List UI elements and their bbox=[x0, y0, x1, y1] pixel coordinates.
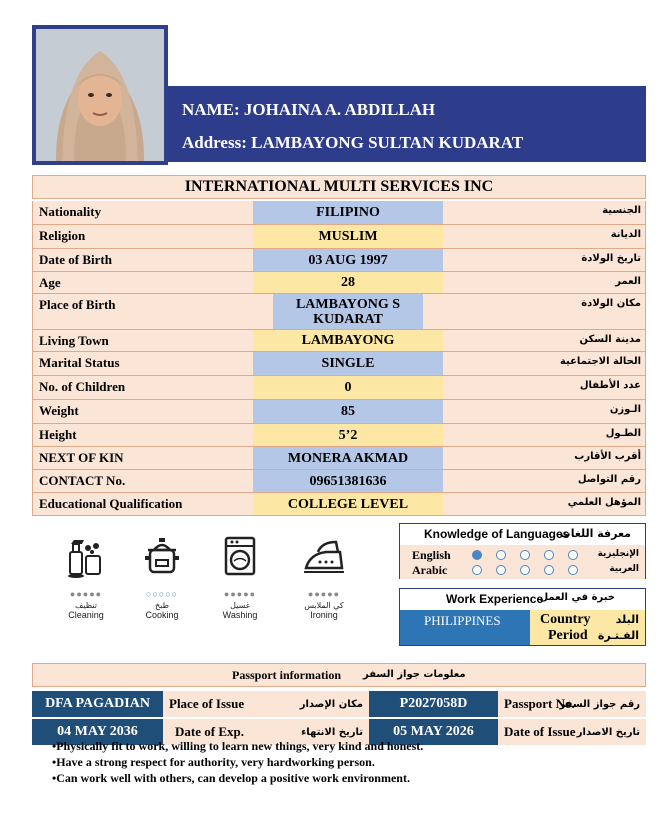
passport-no-cell bbox=[498, 691, 646, 717]
info-label: Height bbox=[39, 427, 77, 442]
quality-item: •Can work well with others, can develop a positive work environment. bbox=[52, 771, 410, 785]
info-label-ar: الطـول bbox=[605, 428, 641, 439]
info-label: Weight bbox=[39, 403, 79, 418]
skill-label: Cooking bbox=[145, 610, 179, 620]
info-row-religion bbox=[32, 225, 646, 249]
place-of-issue-cell bbox=[163, 691, 369, 717]
expiry-date-label-ar: تاريخ الانتهاء bbox=[301, 726, 363, 738]
info-label: Educational Qualification bbox=[39, 496, 183, 511]
info-value: MONERA AKMAD bbox=[253, 447, 443, 469]
info-row-height bbox=[32, 424, 646, 447]
level-dot bbox=[496, 550, 506, 560]
languages-body bbox=[400, 545, 645, 579]
info-label: Date of Birth bbox=[39, 252, 112, 267]
info-value: LAMBAYONG bbox=[253, 330, 443, 351]
language-name-ar: الإنجليزية bbox=[597, 549, 639, 559]
level-dot bbox=[496, 565, 506, 575]
level-dot bbox=[472, 565, 482, 575]
level-dot bbox=[544, 550, 554, 560]
work-experience-box bbox=[399, 588, 646, 646]
info-row-weight bbox=[32, 400, 646, 424]
info-row-next-of-kin bbox=[32, 447, 646, 470]
personal-info-table bbox=[32, 201, 646, 516]
info-label-ar: الحالة الاجتماعية bbox=[559, 356, 641, 367]
info-label: No. of Children bbox=[39, 379, 126, 394]
skill-dots: ●●●●● bbox=[307, 589, 341, 599]
passport-title: Passport information bbox=[232, 668, 341, 682]
skill-label-ar: غسيل bbox=[230, 601, 250, 610]
skill-ironing bbox=[292, 534, 356, 620]
language-name-ar: العربية bbox=[609, 564, 639, 574]
level-dot bbox=[568, 550, 578, 560]
passport-header bbox=[32, 663, 646, 687]
languages-title: Knowledge of Languages bbox=[424, 527, 570, 541]
languages-box bbox=[399, 523, 646, 579]
level-dot bbox=[568, 565, 578, 575]
skill-dots: ○○○○○ bbox=[145, 589, 179, 599]
info-value: 03 AUG 1997 bbox=[253, 249, 443, 271]
info-row-place-of-birth bbox=[32, 294, 646, 330]
country-label: Country bbox=[540, 612, 591, 627]
quality-item: •Have a strong respect for authority, very hardworking person. bbox=[52, 755, 375, 769]
iron-icon bbox=[302, 534, 346, 578]
info-row-living-town bbox=[32, 330, 646, 352]
passport-no-label: Passport No. bbox=[504, 696, 575, 711]
skill-cleaning bbox=[54, 534, 118, 620]
info-row-marital-status bbox=[32, 352, 646, 376]
passport-row-1 bbox=[32, 691, 646, 717]
cleaning-icon bbox=[66, 534, 106, 578]
passport-no-label-ar: رقم جواز السفر bbox=[559, 698, 640, 710]
info-value: COLLEGE LEVEL bbox=[253, 493, 443, 515]
languages-title-ar: معرفة اللغات bbox=[559, 527, 631, 540]
info-label: Marital Status bbox=[39, 355, 120, 370]
place-of-issue-label: Place of Issue bbox=[169, 696, 245, 711]
company-title: INTERNATIONAL MULTI SERVICES INC bbox=[32, 175, 646, 199]
skill-label-ar: كي الملابس bbox=[304, 601, 344, 610]
info-value: MUSLIM bbox=[253, 225, 443, 248]
info-value: 85 bbox=[253, 400, 443, 423]
work-experience-title: Work Experience bbox=[446, 592, 544, 606]
issue-date-label: Date of Issue bbox=[504, 724, 576, 739]
language-name: Arabic bbox=[412, 563, 448, 577]
level-dot bbox=[472, 550, 482, 560]
work-labels bbox=[530, 610, 645, 645]
level-dot bbox=[520, 565, 530, 575]
info-row-children bbox=[32, 376, 646, 400]
skill-washing bbox=[208, 534, 272, 620]
level-dot bbox=[544, 565, 554, 575]
skill-label-ar: طبخ bbox=[155, 601, 169, 610]
passport-title-ar: معلومات جواز السفر bbox=[363, 669, 466, 680]
period-label: Period bbox=[548, 628, 588, 643]
info-row-date-of-birth bbox=[32, 249, 646, 272]
info-label-ar: تاريخ الولادة bbox=[581, 253, 641, 264]
info-label-ar: الديانة bbox=[610, 229, 641, 240]
skill-cooking bbox=[130, 534, 194, 620]
washing-machine-icon bbox=[220, 534, 260, 578]
skill-label-ar: تنظيف bbox=[75, 601, 97, 610]
work-experience-header bbox=[400, 589, 645, 609]
country-label-ar: البلد bbox=[615, 613, 639, 626]
info-label: CONTACT No. bbox=[39, 473, 126, 488]
personal-qualities bbox=[52, 738, 423, 786]
skill-dots: ●●●●● bbox=[223, 589, 257, 599]
issue-date-value: 05 MAY 2026 bbox=[369, 719, 498, 745]
info-label: Place of Birth bbox=[39, 297, 116, 312]
info-label: Nationality bbox=[39, 204, 102, 219]
info-value: 5’2 bbox=[253, 424, 443, 446]
info-row-contact bbox=[32, 470, 646, 493]
info-label-ar: الـوزن bbox=[609, 404, 641, 415]
profile-photo bbox=[32, 25, 168, 165]
info-row-education bbox=[32, 493, 646, 516]
issue-date-cell bbox=[498, 719, 646, 745]
info-label-ar: أقرب الأقارب bbox=[574, 451, 641, 462]
name-banner bbox=[168, 86, 646, 162]
info-label: Living Town bbox=[39, 333, 109, 348]
info-label-ar: الجنسية bbox=[602, 205, 641, 216]
skill-label: Washing bbox=[222, 610, 258, 620]
expiry-date-value: 04 MAY 2036 bbox=[32, 719, 163, 745]
period-label-ar: الفـتـرة bbox=[597, 629, 639, 642]
info-value: FILIPINO bbox=[253, 201, 443, 224]
place-of-issue-value: DFA PAGADIAN bbox=[32, 691, 163, 717]
info-value: 0 bbox=[253, 376, 443, 399]
info-row-nationality bbox=[32, 201, 646, 225]
info-label-ar: العمر bbox=[615, 276, 641, 287]
issue-date-label-ar: تاريخ الاصدار bbox=[576, 726, 640, 738]
language-name: English bbox=[412, 548, 451, 562]
info-row-age bbox=[32, 272, 646, 294]
languages-header bbox=[400, 524, 645, 544]
level-dot bbox=[520, 550, 530, 560]
info-label: Religion bbox=[39, 228, 86, 243]
info-value: LAMBAYONG S KUDARAT bbox=[273, 294, 423, 329]
info-label-ar: مدينة السكن bbox=[579, 334, 641, 345]
info-label-ar: المؤهل العلمي bbox=[567, 497, 641, 508]
info-value: 09651381636 bbox=[253, 470, 443, 492]
info-value: 28 bbox=[253, 272, 443, 293]
info-label-ar: مكان الولادة bbox=[581, 298, 641, 309]
skill-label: Ironing bbox=[310, 610, 338, 620]
work-country-value: PHILIPPINES bbox=[400, 610, 530, 645]
place-of-issue-label-ar: مكان الإصدار bbox=[299, 698, 363, 710]
applicant-address: Address: LAMBAYONG SULTAN KUDARAT bbox=[182, 133, 524, 152]
info-value: SINGLE bbox=[253, 352, 443, 375]
applicant-name: NAME: JOHAINA A. ABDILLAH bbox=[182, 100, 436, 119]
skill-dots: ●●●●● bbox=[69, 589, 103, 599]
info-label: Age bbox=[39, 275, 61, 290]
language-row-arabic bbox=[400, 563, 645, 577]
person-portrait-icon bbox=[36, 29, 164, 161]
info-label-ar: رقم التواصل bbox=[577, 474, 641, 485]
passport-no-value: P2027058D bbox=[369, 691, 498, 717]
expiry-date-label: Date of Exp. bbox=[175, 724, 244, 739]
info-label-ar: عدد الأطفال bbox=[579, 380, 641, 391]
cooking-pot-icon bbox=[142, 534, 182, 578]
skill-label: Cleaning bbox=[68, 610, 104, 620]
work-experience-title-ar: خبرة في العمل bbox=[539, 592, 615, 603]
info-label: NEXT OF KIN bbox=[39, 450, 124, 465]
language-row-english bbox=[400, 548, 645, 562]
quality-item: •Physically fit to work, willing to learn new things, very kind and honest. bbox=[52, 739, 424, 753]
